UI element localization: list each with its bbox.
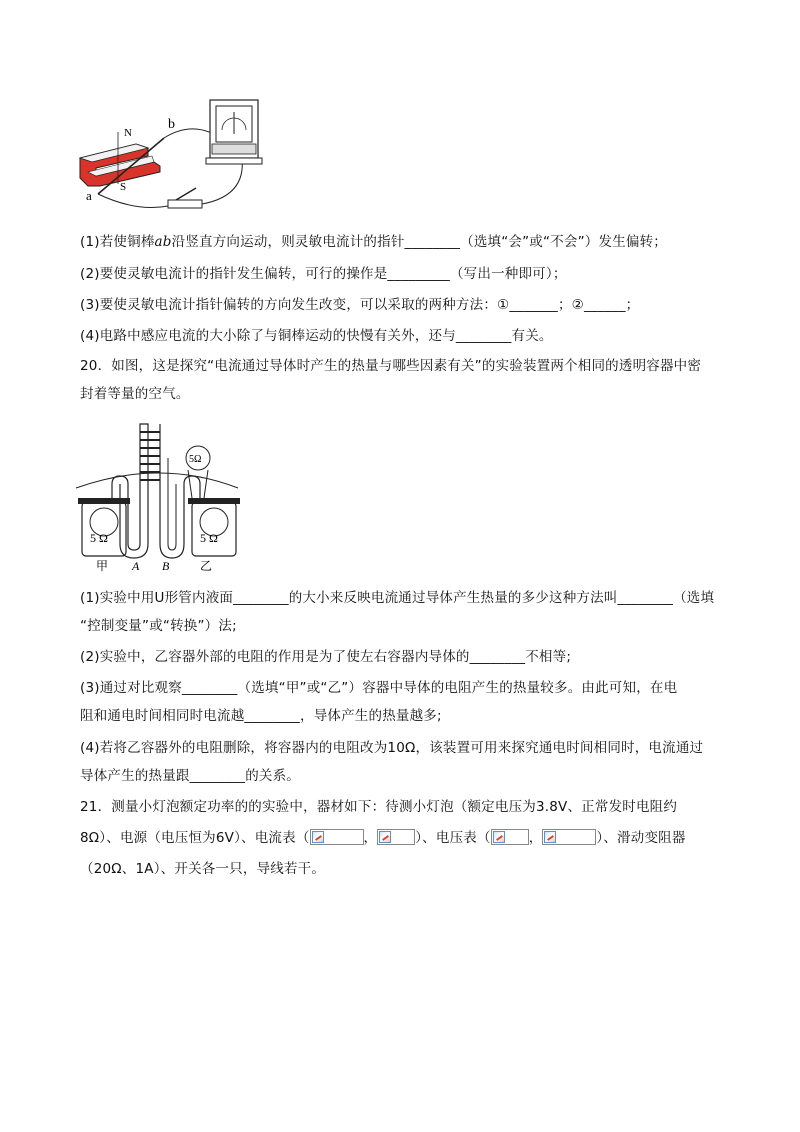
galvanometer-stand	[206, 158, 262, 164]
joule-heat-apparatus-figure	[72, 418, 248, 574]
q20-part4-line2: 导体产生的热量跟________的关系。	[80, 768, 300, 784]
q20-part4-line1: (4)若将乙容器外的电阻删除，将容器内的电阻改为10Ω，该装置可用来探究通电时间相同时，电流通过	[80, 740, 704, 756]
container-yi-lid	[188, 498, 240, 504]
q20-stem-line1: 20．如图，这是探究“电流通过导体时产生的热量与哪些因素有关”的实验装置两个相同的透明容器中密	[80, 358, 702, 374]
q20-stem-line2: 封着等量的空气。	[80, 386, 190, 402]
q21-line2-separator-2: ，	[528, 830, 543, 846]
q21-line2-part-b: ）、电压表（	[415, 830, 491, 846]
broken-image-icon	[493, 831, 505, 843]
label-s: S	[120, 181, 127, 193]
u-tube-scale-marks	[140, 432, 160, 480]
container-yi	[192, 502, 236, 556]
switch-base	[168, 200, 202, 208]
electromagnetic-induction-figure	[76, 96, 266, 214]
wire-right	[202, 158, 242, 204]
external-resistor-lead-right	[204, 470, 208, 498]
label-n: N	[124, 127, 132, 139]
label-a: a	[86, 188, 92, 203]
label-a-tube: A	[132, 559, 140, 573]
q20-part1-line2: “控制变量”或“转换”）法;	[80, 618, 237, 634]
broken-image-icon	[379, 831, 391, 843]
q21-stem-line3: （20Ω、1A）、开关各一只，导线若干。	[80, 861, 326, 877]
switch-lever	[176, 188, 196, 200]
u-tube-b-inner	[168, 458, 176, 550]
broken-image-icon	[544, 831, 556, 843]
q21-line2-part-a: 8Ω）、电源（电压恒为6V）、电流表（	[80, 830, 310, 846]
container-jia-lid	[78, 498, 130, 504]
q20-part3-line2: 阻和通电时间相同时电流越________，导体产生的热量越多;	[80, 708, 442, 724]
q20-part3-line1: (3)通过对比观察________（选填“甲”或“乙”）容器中导体的电阻产生的热量较多。由此可知，在电	[80, 680, 678, 696]
q19-part1-post: 沿竖直方向运动，则灵敏电流计的指针________（选填“会”或“不会”）发生偏转；	[171, 234, 667, 250]
q19-part1-variable: ab	[154, 234, 172, 250]
wire-bottom	[98, 194, 168, 208]
q19-part1-pre: (1)若使铜棒	[80, 234, 155, 250]
q19-part3: (3)要使灵敏电流计指针偏转的方向发生改变，可以采取的两种方法：①_______；②______；	[80, 297, 640, 313]
label-r-right: 5 Ω	[200, 531, 218, 545]
q21-line2-part-c: ）、滑动变阻器	[596, 830, 686, 846]
label-b-tube: B	[162, 559, 170, 573]
ammeter-range-image-icon-2	[377, 829, 415, 845]
voltmeter-range-image-icon-2	[542, 829, 596, 845]
galvanometer-terminals	[212, 144, 256, 154]
q19-part4: (4)电路中感应电流的大小除了与铜棒运动的快慢有关外，还与________有关。	[80, 328, 553, 344]
q21-stem-line2	[80, 828, 686, 848]
label-r-top: 5Ω	[189, 454, 202, 465]
external-resistor-lead-left	[188, 470, 192, 498]
voltmeter-range-image-icon	[491, 829, 529, 845]
q19-part2: (2)要使灵敏电流计的指针发生偏转，可行的操作是_________（写出一种即可）；	[80, 266, 567, 282]
q21-line2-separator-1: ，	[363, 830, 378, 846]
label-yi: 乙	[200, 559, 213, 573]
q19-part1	[80, 232, 667, 252]
broken-image-icon	[312, 831, 324, 843]
label-r-left: 5 Ω	[90, 531, 108, 545]
ammeter-range-image-icon	[310, 829, 364, 845]
label-jia: 甲	[96, 559, 109, 573]
q21-stem-line1: 21．测量小灯泡额定功率的的实验中，器材如下：待测小灯泡（额定电压为3.8V、正常发时电阻约	[80, 799, 678, 815]
label-b: b	[168, 117, 175, 132]
q20-part2: (2)实验中，乙容器外部的电阻的作用是为了使左右容器内导体的________不相等;	[80, 649, 572, 665]
q20-part1-line1: (1)实验中用U形管内液面________的大小来反映电流通过导体产生热量的多少这种方法叫________（选填	[80, 590, 715, 606]
